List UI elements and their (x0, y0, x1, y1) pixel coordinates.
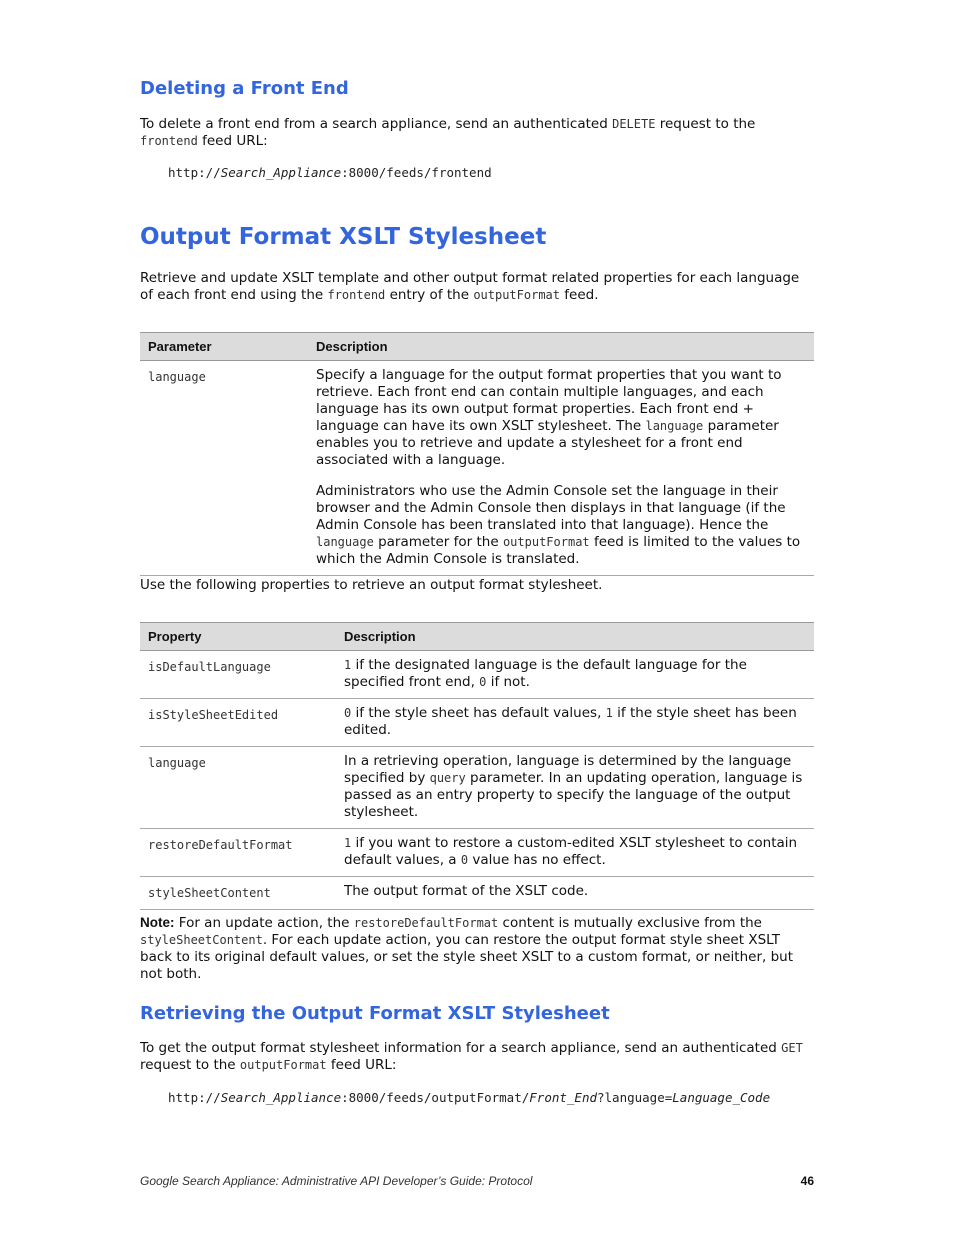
property-name: isStyleSheetEdited (140, 699, 336, 747)
property-name: styleSheetContent (140, 877, 336, 910)
paragraph-output-intro (140, 270, 814, 304)
text: http:// (168, 1090, 221, 1105)
property-name: language (140, 747, 336, 829)
note-label: Note: (140, 915, 175, 930)
param-description (308, 361, 814, 576)
paragraph-delete-intro (140, 116, 814, 150)
note-paragraph (140, 914, 814, 983)
code-stylesheetcontent: styleSheetContent (140, 933, 263, 947)
property-table (140, 622, 814, 910)
code-value: 1 (605, 706, 613, 720)
param-name: language (140, 361, 308, 576)
code-value: 0 (344, 706, 352, 720)
text: Search_Appliance (220, 165, 342, 180)
text: Search_Appliance (220, 1090, 342, 1105)
text: parameter. In an updating operation, language is passed as an entry property to specify the language of the output stylesheet. (344, 770, 803, 820)
property-name: restoreDefaultFormat (140, 829, 336, 877)
text: To delete a front end from a search appliance, send an authenticated (140, 116, 613, 132)
header-property: Property (140, 623, 336, 651)
code-value: 0 (460, 853, 469, 867)
text: if not. (486, 674, 530, 690)
code-frontend: frontend (327, 288, 386, 302)
code-value: 1 (344, 658, 352, 672)
text: ?language= (597, 1090, 673, 1105)
header-description: Description (308, 333, 814, 361)
text: Administrators who use the Admin Console set the language in their browser and the Admin Console then displays in that language (if the Admin Console has been translated into that language). Hence the (316, 483, 786, 533)
code-outputformat: outputFormat (473, 288, 561, 302)
text: Front_End (529, 1090, 597, 1105)
code-language: language (316, 535, 374, 549)
code-value: 1 (344, 836, 352, 850)
description-para (316, 367, 806, 469)
table-row (140, 361, 814, 576)
table-header-row (140, 623, 814, 651)
text: if you want to restore a custom-edited XSLT stylesheet to contain default values, a (344, 835, 798, 868)
text: In a retrieving operation, language is determined by the language specified by (344, 753, 792, 786)
property-name: isDefaultLanguage (140, 651, 336, 699)
property-description (336, 829, 814, 877)
text: http:// (168, 165, 221, 180)
page-number: 46 (800, 1174, 814, 1188)
code-language: language (645, 419, 704, 433)
paragraph-retrieve-intro (140, 1040, 814, 1074)
property-description (336, 747, 814, 829)
code-delete: DELETE (612, 117, 656, 131)
header-parameter: Parameter (140, 333, 308, 361)
text: Language_Code (672, 1090, 771, 1105)
text: For an update action, the (174, 915, 354, 931)
code-frontend: frontend (140, 134, 198, 148)
text: feed is limited to the values to which the Admin Console is translated. (316, 534, 801, 567)
table-row (140, 651, 814, 699)
text: feed URL: (197, 133, 268, 149)
text: parameter enables you to retrieve and update a stylesheet for a front end associated with a language. (316, 418, 779, 468)
text: Specify a language for the output format properties that you want to retrieve. Each front end can contain multiple languages, and each language has its own output format properties. Each front end + language can have its own XSLT stylesheet. The (316, 367, 782, 434)
text: if the designated language is the default language for the specified front end, (344, 657, 747, 690)
description-para (316, 483, 806, 568)
text: To get the output format stylesheet information for a search appliance, send an authenticated (140, 1040, 782, 1056)
text: if the style sheet has been edited. (344, 705, 797, 738)
text: if the style sheet has default values, (351, 705, 606, 721)
property-description (336, 699, 814, 747)
code-outputformat: outputFormat (239, 1058, 327, 1072)
text: parameter for the (373, 534, 503, 550)
code-outputformat: outputFormat (502, 535, 590, 549)
footer-title: Google Search Appliance: Administrative API Developer’s Guide: Protocol (140, 1174, 533, 1188)
code-restoredefaultformat: restoreDefaultFormat (353, 916, 499, 930)
header-description: Description (336, 623, 814, 651)
code-url-retrieve (168, 1090, 770, 1105)
property-description: The output format of the XSLT code. (336, 877, 814, 910)
text: value has no effect. (468, 852, 606, 868)
heading-deleting-front-end: Deleting a Front End (140, 78, 349, 99)
code-get: GET (781, 1041, 803, 1055)
code-url-delete (168, 165, 492, 180)
text: . For each update action, you can restore the output format style sheet XSLT back to its original default values, or set the style sheet XSLT to a custom format, or neither, but not both. (140, 932, 794, 982)
heading-retrieving-output-format: Retrieving the Output Format XSLT Stylesheet (140, 1003, 610, 1024)
paragraph-properties-intro: Use the following properties to retrieve an output format stylesheet. (140, 577, 603, 593)
code-query: query (429, 771, 466, 785)
text: content is mutually exclusive from the (498, 915, 762, 931)
text: Retrieve and update XSLT template and other output format related properties for each language of each front end using the (140, 270, 800, 303)
text: :8000/feeds/frontend (341, 165, 492, 180)
property-description (336, 651, 814, 699)
code-value: 0 (479, 675, 487, 689)
table-row (140, 699, 814, 747)
table-header-row (140, 333, 814, 361)
text: feed. (560, 287, 599, 303)
table-row (140, 877, 814, 910)
text: :8000/feeds/outputFormat/ (341, 1090, 530, 1105)
text: request to the (140, 1057, 240, 1073)
heading-output-format: Output Format XSLT Stylesheet (140, 224, 547, 250)
text: entry of the (385, 287, 474, 303)
table-row (140, 747, 814, 829)
table-row (140, 829, 814, 877)
text: request to the (655, 116, 756, 132)
parameter-table (140, 332, 814, 576)
text: feed URL: (326, 1057, 397, 1073)
